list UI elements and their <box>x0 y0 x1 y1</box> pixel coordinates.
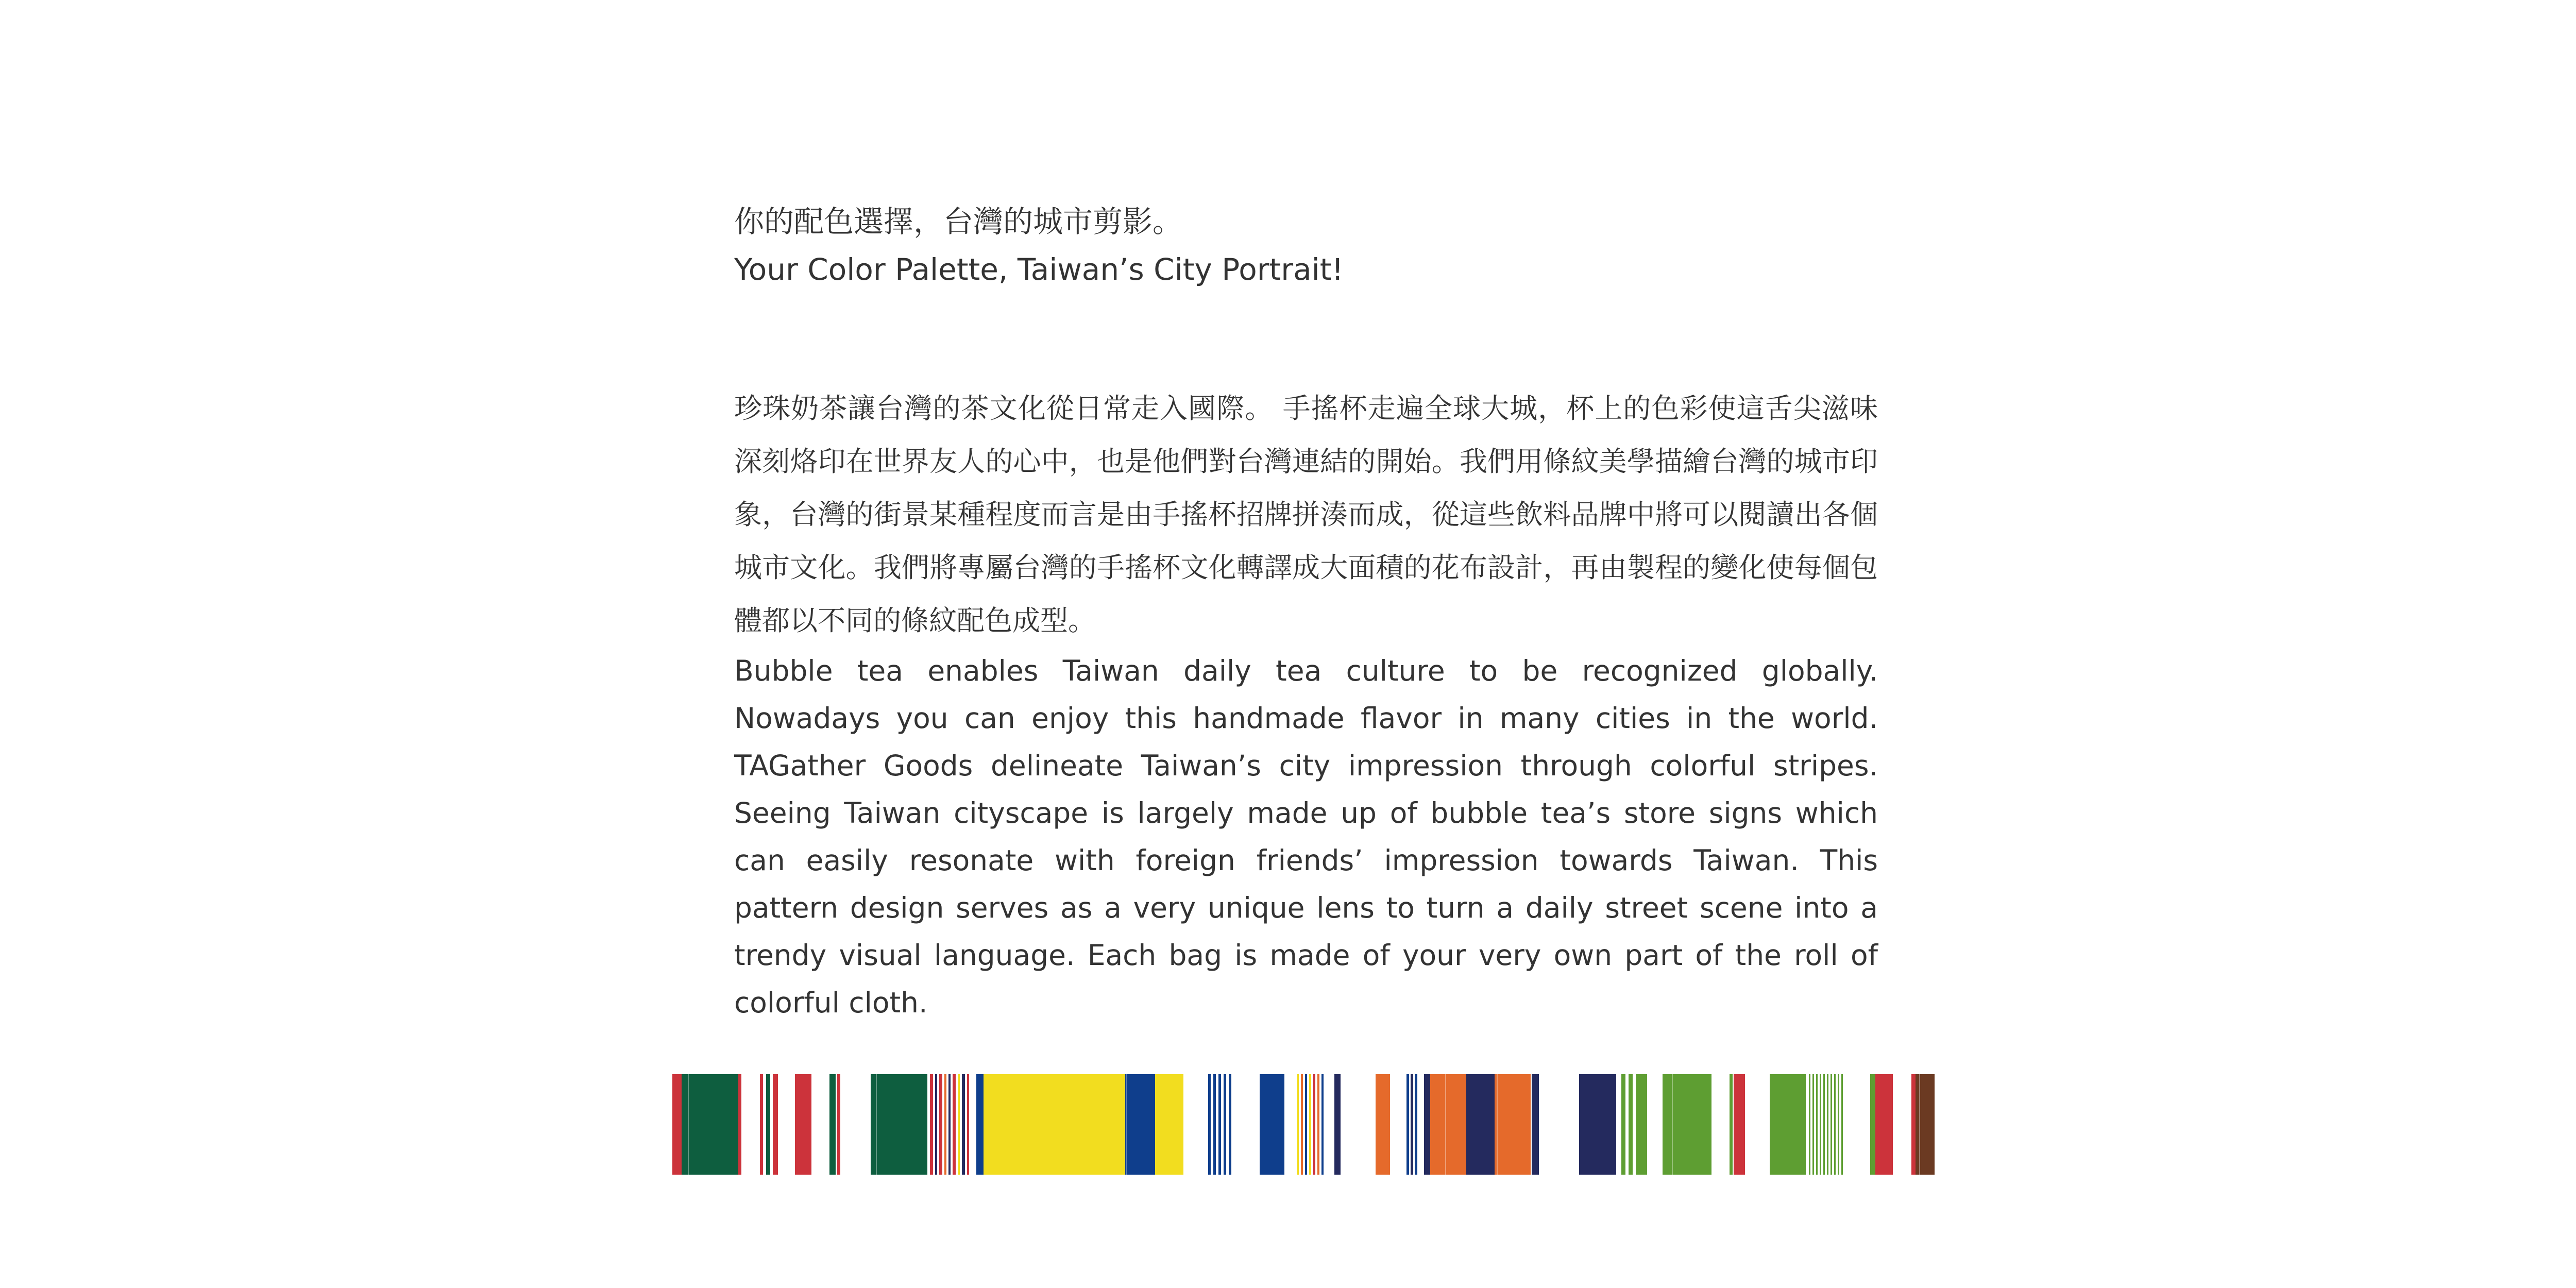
stripe-band <box>1321 1074 1324 1175</box>
stripe-pinline <box>1672 1074 1673 1175</box>
stripe-band <box>1838 1074 1839 1175</box>
stripe-band <box>795 1074 811 1175</box>
stripe-band <box>1730 1074 1733 1175</box>
stripe-band <box>958 1074 960 1175</box>
body-text-chinese: 珍珠奶茶讓台灣的茶文化從日常走入國際。 手搖杯走遍全球大城，杯上的色彩使這舌尖滋味深刻烙印在世界友人的心中，也是他們對台灣連結的開始。我們用條紋美學描繪台灣的城市印象，台灣的街景某種程度而言是由手搖杯招牌拼湊而成，從這些飲料品牌中將可以閱讀出各個城市文化。我們將專屬台灣的手搖杯文化轉譯成大面積的花布設計，再由製程的變化使每個包體都以不同的條紋配色成型。 <box>734 392 1878 637</box>
stripe-band <box>930 1074 933 1175</box>
stripe-band <box>967 1074 969 1175</box>
stripe-band <box>1406 1074 1409 1175</box>
stripe-band <box>1875 1074 1893 1175</box>
stripe-band <box>1424 1074 1430 1175</box>
stripe-band <box>1663 1074 1711 1175</box>
stripe-band <box>1125 1074 1155 1175</box>
stripe-band <box>948 1074 951 1175</box>
stripe-band <box>1305 1074 1307 1175</box>
stripe-band <box>1629 1074 1633 1175</box>
stripe-band <box>1260 1074 1284 1175</box>
heading-english: Your Color Palette, Taiwan’s City Portrait! <box>734 252 1344 287</box>
stripe-band <box>1841 1074 1843 1175</box>
stripe-band <box>1734 1074 1745 1175</box>
body-text-english: Bubble tea enables Taiwan daily tea culture to be recognized globally. Nowadays you can enjoy this handmade flavor in many cities in the world. TAGather Goods delineate Taiwan’s city impression through colorful stripes. Seeing Taiwan cityscape is largely made up of bubble tea’s store signs which can easily resonate with foreign friends’ impression towards Taiwan. This pattern design serves as a very unique lens to turn a daily street scene into a trendy visual language. Each bag is made of your very own part of the roll of colorful cloth. <box>734 654 1878 1019</box>
stripe-band <box>1208 1074 1211 1175</box>
stripe-band <box>1297 1074 1299 1175</box>
stripe-pinline <box>688 1074 689 1175</box>
stripe-band <box>1213 1074 1216 1175</box>
stripe-band <box>1229 1074 1231 1175</box>
stripe-band <box>1495 1074 1531 1175</box>
stripe-band <box>829 1074 836 1175</box>
stripe-band <box>1809 1074 1810 1175</box>
stripe-band <box>1155 1074 1183 1175</box>
stripe-band <box>871 1074 927 1175</box>
stripe-band <box>1820 1074 1821 1175</box>
stripe-band <box>1834 1074 1836 1175</box>
stripe-band <box>1816 1074 1818 1175</box>
stripe-pinline <box>1497 1074 1498 1175</box>
stripe-band <box>1636 1074 1647 1175</box>
stripe-pinline <box>876 1074 877 1175</box>
stripe-band <box>1411 1074 1413 1175</box>
stripe-band <box>1823 1074 1825 1175</box>
stripe-band <box>1579 1074 1616 1175</box>
stripe-band <box>1313 1074 1315 1175</box>
stripe-band <box>1812 1074 1814 1175</box>
stripe-band <box>1376 1074 1390 1175</box>
stripe-band <box>682 1074 738 1175</box>
stripe-band <box>1621 1074 1625 1175</box>
text-block <box>734 198 1878 1026</box>
stripe-band <box>1301 1074 1303 1175</box>
stripe-pinline <box>1445 1074 1446 1175</box>
heading-chinese: 你的配色選擇，台灣的城市剪影。 <box>734 204 1183 239</box>
stripe-band <box>1334 1074 1341 1175</box>
stripe-band <box>760 1074 763 1175</box>
stripe-band <box>953 1074 956 1175</box>
color-stripe-pattern <box>672 1074 1935 1175</box>
stripe-band <box>766 1074 770 1175</box>
stripe-band <box>1532 1074 1539 1175</box>
stripe-band <box>1911 1074 1916 1175</box>
stripe-pinline <box>1919 1074 1920 1175</box>
stripe-band <box>1870 1074 1875 1175</box>
stripe-pinline <box>1126 1074 1127 1175</box>
stripe-band <box>738 1074 741 1175</box>
stripe-pattern-graphic <box>672 1074 1935 1175</box>
stripe-band <box>773 1074 778 1175</box>
stripe-band <box>837 1074 840 1175</box>
stripe-band <box>939 1074 942 1175</box>
stripe-band <box>962 1074 965 1175</box>
stripe-band <box>976 1074 984 1175</box>
stripe-band <box>1831 1074 1832 1175</box>
stripe-band <box>1309 1074 1311 1175</box>
stripe-band <box>672 1074 682 1175</box>
stripe-band <box>984 1074 1125 1175</box>
stripe-band <box>1916 1074 1935 1175</box>
stripe-band <box>1430 1074 1466 1175</box>
stripe-band <box>944 1074 946 1175</box>
stripe-band <box>935 1074 937 1175</box>
stripe-band <box>1770 1074 1806 1175</box>
stripe-band <box>1466 1074 1495 1175</box>
stripe-band <box>1317 1074 1319 1175</box>
stripe-band <box>1218 1074 1221 1175</box>
stripe-band <box>1415 1074 1417 1175</box>
stripe-band <box>1224 1074 1226 1175</box>
stripe-band <box>1827 1074 1828 1175</box>
